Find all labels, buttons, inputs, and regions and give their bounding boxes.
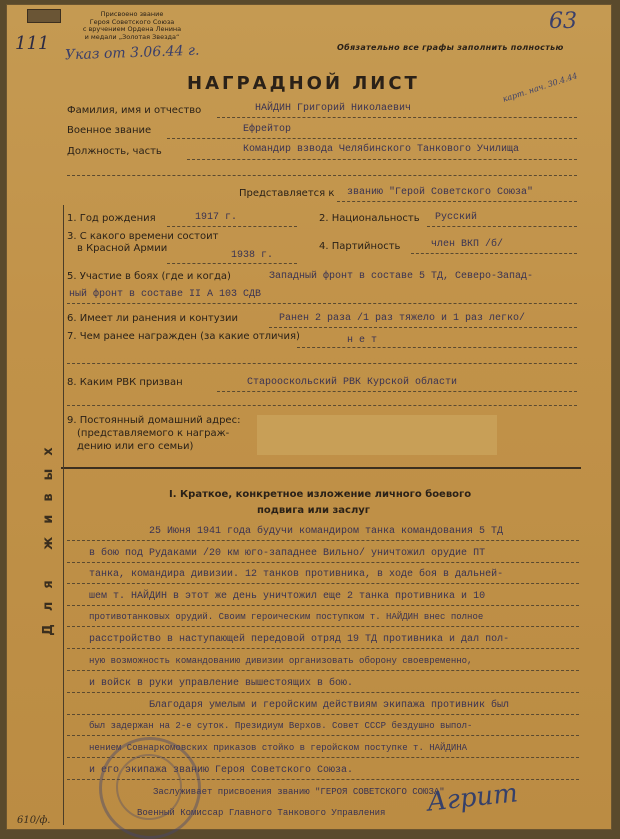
name-label: Фамилия, имя и отчество bbox=[67, 105, 202, 116]
narrative-line: был задержан на 2-е суток. Президиум Верхов. Совет СССР бездушно выпол- bbox=[89, 721, 473, 731]
top-left-stamp-mark bbox=[27, 9, 61, 23]
birth-value: 1917 г. bbox=[195, 212, 238, 223]
mandatory-notice: Обязательно все графы заполнить полностью bbox=[337, 43, 564, 52]
footer-line: Военный Комиссар Главного Танкового Управления bbox=[137, 808, 386, 818]
position-underline bbox=[187, 159, 577, 160]
position-value: Командир взвода Челябинского Танкового Училища bbox=[243, 144, 520, 155]
narrative-rule bbox=[67, 692, 579, 693]
narrative-rule bbox=[67, 648, 579, 649]
narrative-line: противотанковых орудий. Своим героическим поступком т. НАЙДИН внес полное bbox=[89, 612, 484, 622]
army-label-1: 3. С какого времени состоит bbox=[67, 231, 219, 242]
assigned-title-block bbox=[77, 11, 187, 41]
awards-value: н е т bbox=[347, 335, 378, 346]
narrative-line: расстройство в наступающей передовой отряд 19 ТД противника и дал пол- bbox=[89, 634, 510, 645]
awards-underline bbox=[297, 347, 577, 348]
nominated-value: званию "Герой Советского Союза" bbox=[347, 187, 534, 198]
narrative-line: и его экипажа званию Героя Советского Союза. bbox=[89, 765, 354, 776]
narrative-line: шем т. НАЙДИН в этот же день уничтожил еще 2 танка противника и 10 bbox=[89, 591, 486, 602]
assigned-title-line: с вручением Ордена Ленина bbox=[82, 25, 182, 33]
name-underline bbox=[217, 117, 577, 118]
rvk-value: Старооскольский РВК Курской области bbox=[247, 377, 458, 388]
decree-note: Указ от 3.06.44 г. bbox=[64, 42, 200, 64]
section-heading-2: подвига или заслуг bbox=[257, 505, 371, 516]
signature: Агрит bbox=[425, 778, 520, 818]
narrative-line: нением Совнаркомовских приказов стойко в геройском поступке т. НАЙДИНА bbox=[89, 743, 468, 753]
party-underline bbox=[411, 253, 577, 254]
rvk-label: 8. Каким РВК призван bbox=[67, 377, 183, 388]
narrative-line: Благодаря умелым и геройским действиям экипажа противник был bbox=[149, 700, 510, 711]
battles-label: 5. Участие в боях (где и когда) bbox=[67, 271, 231, 282]
rank-value: Ефрейтор bbox=[243, 124, 292, 135]
document-title: НАГРАДНОЙ ЛИСТ bbox=[187, 73, 420, 94]
narrative-line: и войск в руки управление вышестоящих в бою. bbox=[89, 678, 354, 689]
section-divider bbox=[61, 467, 581, 469]
narrative-rule bbox=[67, 583, 579, 584]
party-value: член ВКП /б/ bbox=[431, 239, 504, 250]
archive-number: 610/ф. bbox=[17, 815, 51, 826]
address-label-2: (представляемого к награж- bbox=[77, 428, 230, 439]
narrative-line: в бою под Рудаками /20 км юго-западнее Вильно/ уничтожил орудие ПТ bbox=[89, 548, 486, 559]
position-underline-2 bbox=[67, 175, 577, 176]
position-label: Должность, часть bbox=[67, 146, 162, 157]
margin-note: карт. нач. 30.4.44 bbox=[501, 71, 579, 104]
narrative-rule bbox=[67, 670, 579, 671]
rank-underline bbox=[167, 138, 577, 139]
battles-underline bbox=[67, 303, 577, 304]
address-label-3: дению или его семьи) bbox=[77, 441, 194, 452]
nominated-label: Представляется к bbox=[239, 188, 335, 199]
narrative-rule bbox=[67, 605, 579, 606]
party-label: 4. Партийность bbox=[319, 241, 401, 252]
address-redaction bbox=[257, 415, 497, 455]
rvk-underline-2 bbox=[67, 405, 577, 406]
rank-label: Военное звание bbox=[67, 125, 152, 136]
wounds-label: 6. Имеет ли ранения и контузии bbox=[67, 313, 238, 324]
corner-mark: 111 bbox=[15, 33, 50, 54]
section-heading-1: I. Краткое, конкретное изложение личного боевого bbox=[169, 489, 472, 500]
margin-rule bbox=[63, 205, 64, 825]
narrative-line: танка, командира дивизии. 12 танков противника, в ходе боя в дальней- bbox=[89, 569, 504, 580]
page-number: 63 bbox=[549, 9, 577, 34]
narrative-rule bbox=[67, 714, 579, 715]
margin-vertical-text: Для живых bbox=[41, 434, 56, 636]
army-value: 1938 г. bbox=[231, 250, 274, 261]
nationality-label: 2. Национальность bbox=[319, 213, 420, 224]
birth-label: 1. Год рождения bbox=[67, 213, 156, 224]
nationality-underline bbox=[427, 226, 577, 227]
assigned-title-line: и медали „Золотая Звезда“ bbox=[84, 32, 180, 41]
address-label-1: 9. Постоянный домашний адрес: bbox=[67, 415, 241, 426]
name-value: НАЙДИН Григорий Николаевич bbox=[255, 103, 412, 114]
assigned-title-line: Героя Советского Союза bbox=[89, 17, 175, 26]
wounds-underline bbox=[269, 327, 577, 328]
round-stamp bbox=[99, 737, 201, 839]
narrative-line: 25 Июня 1941 года будучи командиром танка командования 5 ТД bbox=[149, 526, 504, 537]
award-sheet bbox=[6, 4, 612, 830]
rvk-underline bbox=[217, 391, 577, 392]
narrative-rule bbox=[67, 626, 579, 627]
wounds-value: Ранен 2 раза /1 раз тяжело и 1 раз легко/ bbox=[279, 313, 526, 324]
closing-line: Заслуживает присвоения званию "ГЕРОЯ СОВЕТСКОГО СОЮЗА" bbox=[153, 787, 445, 797]
nominated-underline bbox=[337, 201, 577, 202]
narrative-rule bbox=[67, 562, 579, 563]
birth-underline bbox=[167, 226, 297, 227]
nationality-value: Русский bbox=[435, 212, 478, 223]
narrative-line: ную возможность командованию дивизии организовать оборону своевременно, bbox=[89, 656, 473, 666]
army-label-2: в Красной Армии bbox=[77, 243, 168, 254]
awards-underline-2 bbox=[67, 363, 577, 364]
margin-vertical bbox=[37, 255, 65, 815]
battles-value-2: ный фронт в составе II А 103 СДВ bbox=[69, 289, 262, 300]
narrative-rule bbox=[67, 540, 579, 541]
narrative-rule bbox=[67, 735, 579, 736]
awards-label: 7. Чем ранее награжден (за какие отличия) bbox=[67, 331, 300, 342]
army-underline bbox=[167, 263, 297, 264]
assigned-title-line: Присвоено звание bbox=[100, 10, 164, 18]
battles-value-1: Западный фронт в составе 5 ТД, Северо-Запад- bbox=[269, 271, 534, 282]
